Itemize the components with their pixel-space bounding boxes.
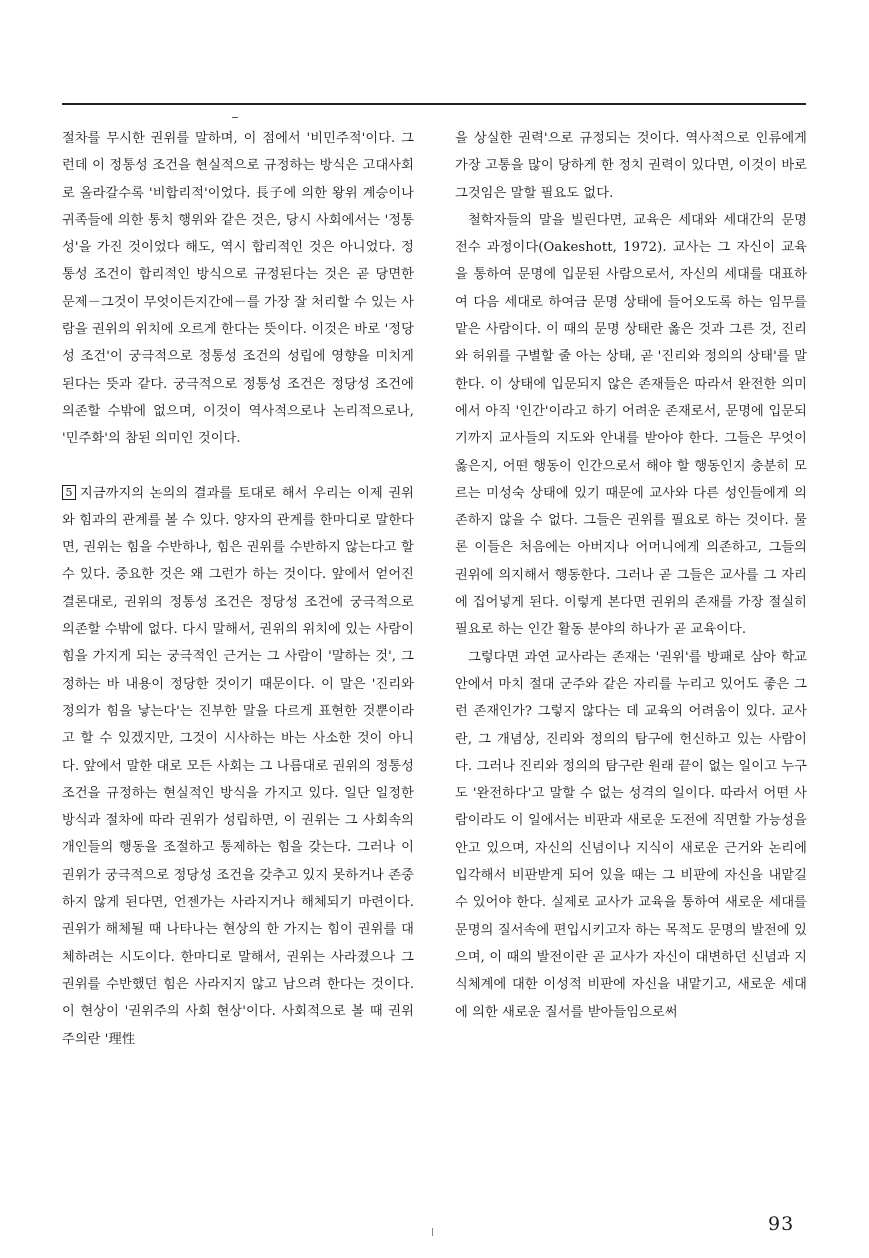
- left-column: [62, 125, 419, 1053]
- paragraph-gap: [62, 453, 414, 480]
- section-number-box: 5: [62, 485, 76, 500]
- left-paragraph-2: [62, 480, 419, 1053]
- header-rule: [62, 103, 806, 105]
- right-paragraph-2: 철학자들의 말을 빌린다면, 교육은 세대와 세대간의 문명 전수 과정이다(Oakeshott, 1972). 교사는 그 자신이 교육을 통하여 문명에 입문된 사람으로서, 자신의 세대를 대표하여 다음 세대로 하여금 문명 상태에 들어오도록 하는 임무를 맡은 사람이다. 이 때의 문명 상태란 옳은 것과 그른 것, 진리와 허위를 구별할 줄 아는 상태, 곧 '진리와 정의의 상태'를 말한다. 이 상태에 입문되지 않은 존재들은 따라서 완전한 의미에서 아직 '인간'이라고 하기 어려운 존재로서, 문명에 입문되기까지 교사들의 지도와 안내를 받아야 한다. 그들은 무엇이 옳은지, 어떤 행동이 인간으로서 해야 할 행동인지 충분히 모르는 미성숙 상태에 있기 때문에 교사와 다른 성인들에게 의존하지 않을 수 없다. 그들은 권위를 필요로 하는 것이다. 물론 이들은 처음에는 아버지나 어머니에게 의존하고, 그들의 권위에 의지해서 행동한다. 그러나 곧 그들은 교사를 그 자리에 집어넣게 된다. 이렇게 본다면 권위의 존재를 가장 절실히 필요로 하는 인간 활동 분야의 하나가 곧 교육이다.: [455, 212, 812, 638]
- right-column: [455, 125, 812, 1026]
- left-paragraph-1: 절차를 무시한 권위를 말하며, 이 점에서 '비민주적'이다. 그런데 이 정통성 조건을 현실적으로 규정하는 방식은 고대사회로 올라갈수록 '비합리적'이었다. 長子에 의한 왕위 계승이나 귀족들에 의한 통치 행위와 같은 것은, 당시 사회에서는 '정통성'을 가진 것이었다 해도, 역시 합리적인 것은 아니었다. 정통성 조건이 합리적인 방식으로 규정된다는 것은 곧 당면한 문제－그것이 무엇이든지간에－를 가장 잘 처리할 수 있는 사람을 권위의 위치에 오르게 한다는 뜻이다. 이것은 바로 '정당성 조건'이 궁극적으로 정통성 조건의 성립에 영향을 미치게 된다는 뜻과 같다. 궁극적으로 정통성 조건은 정당성 조건에 의존할 수밖에 없으며, 이것이 역사적으로나 논리적으로나, '민주화'의 참된 의미인 것이다.: [62, 131, 419, 447]
- right-paragraph-1: 을 상실한 권력'으로 규정되는 것이다. 역사적으로 인류에게 가장 고통을 많이 당하게 한 정치 권력이 있다면, 이것이 바로 그것임은 말할 필요도 없다.: [455, 131, 812, 201]
- scan-tick: [432, 1228, 433, 1236]
- scan-mark: [232, 117, 238, 118]
- page-number: 93: [768, 1213, 795, 1235]
- right-paragraph-3: 그렇다면 과연 교사라는 존재는 '권위'를 방패로 삼아 학교안에서 마치 절대 군주와 같은 자리를 누리고 있어도 좋은 그런 존재인가? 그렇지 않다는 데 교육의 어려움이 있다. 교사란, 그 개념상, 진리와 정의의 탐구에 헌신하고 있는 사람이다. 그러나 진리와 정의의 탐구란 원래 끝이 없는 일이고 누구도 '완전하다'고 말할 수 없는 성격의 일이다. 따라서 어떤 사람이라도 이 일에서는 비판과 새로운 도전에 직면할 가능성을 안고 있으며, 자신의 신념이나 지식이 새로운 근거와 논리에 입각해서 비판받게 되어 있을 때는 그 비판에 자신을 내맡길 수 있어야 한다. 실제로 교사가 교육을 통하여 새로운 세대를 문명의 질서속에 편입시키고자 하는 목적도 문명의 발전에 있으며, 이 때의 발전이란 곧 교사가 자신이 대변하던 신념과 지식체계에 대한 이성적 비판에 자신을 내맡기고, 새로운 세대에 의한 새로운 질서를 받아들임으로써: [455, 649, 812, 1020]
- left-paragraph-2-text: 지금까지의 논의의 결과를 토대로 해서 우리는 이제 권위와 힘과의 관계를 볼 수 있다. 양자의 관계를 한마디로 말한다면, 권위는 힘을 수반하나, 힘은 권위를 수반하지 않는다고 할 수 있다. 중요한 것은 왜 그런가 하는 것이다. 앞에서 얻어진 결론대로, 권위의 정통성 조건은 정당성 조건에 궁극적으로 의존할 수밖에 없다. 다시 말해서, 권위의 위치에 있는 사람이 힘을 가지게 되는 궁극적인 근거는 그 사람이 '말하는 것', 그 정하는 바 내용이 정당한 것이기 때문이다. 이 말은 '진리와 정의가 힘을 낳는다'는 진부한 말을 다르게 표현한 것뿐이라고 할 수 있겠지만, 그것이 시사하는 바는 사소한 것이 아니다. 앞에서 말한 대로 모든 사회는 그 나름대로 권위의 정통성 조건을 규정하는 현실적인 방식을 가지고 있다. 일단 일정한 방식과 절차에 따라 권위가 성립하면, 이 권위는 그 사회속의 개인들의 행동을 조절하고 통제하는 힘을 갖는다. 그러나 이 권위가 궁극적으로 정당성 조건을 갖추고 있지 못하거나 존중하지 않게 된다면, 언젠가는 사라지거나 해체되기 마련이다. 권위가 해체될 때 나타나는 현상의 한 가지는 힘이 권위를 대체하려는 시도이다. 한마디로 말해서, 권위는 사라졌으나 그 권위를 수반했던 힘은 사라지지 않고 남으려 한다는 것이다. 이 현상이 '권위주의 사회 현상'이다. 사회적으로 볼 때 권위주의란 '理性: [62, 485, 419, 1047]
